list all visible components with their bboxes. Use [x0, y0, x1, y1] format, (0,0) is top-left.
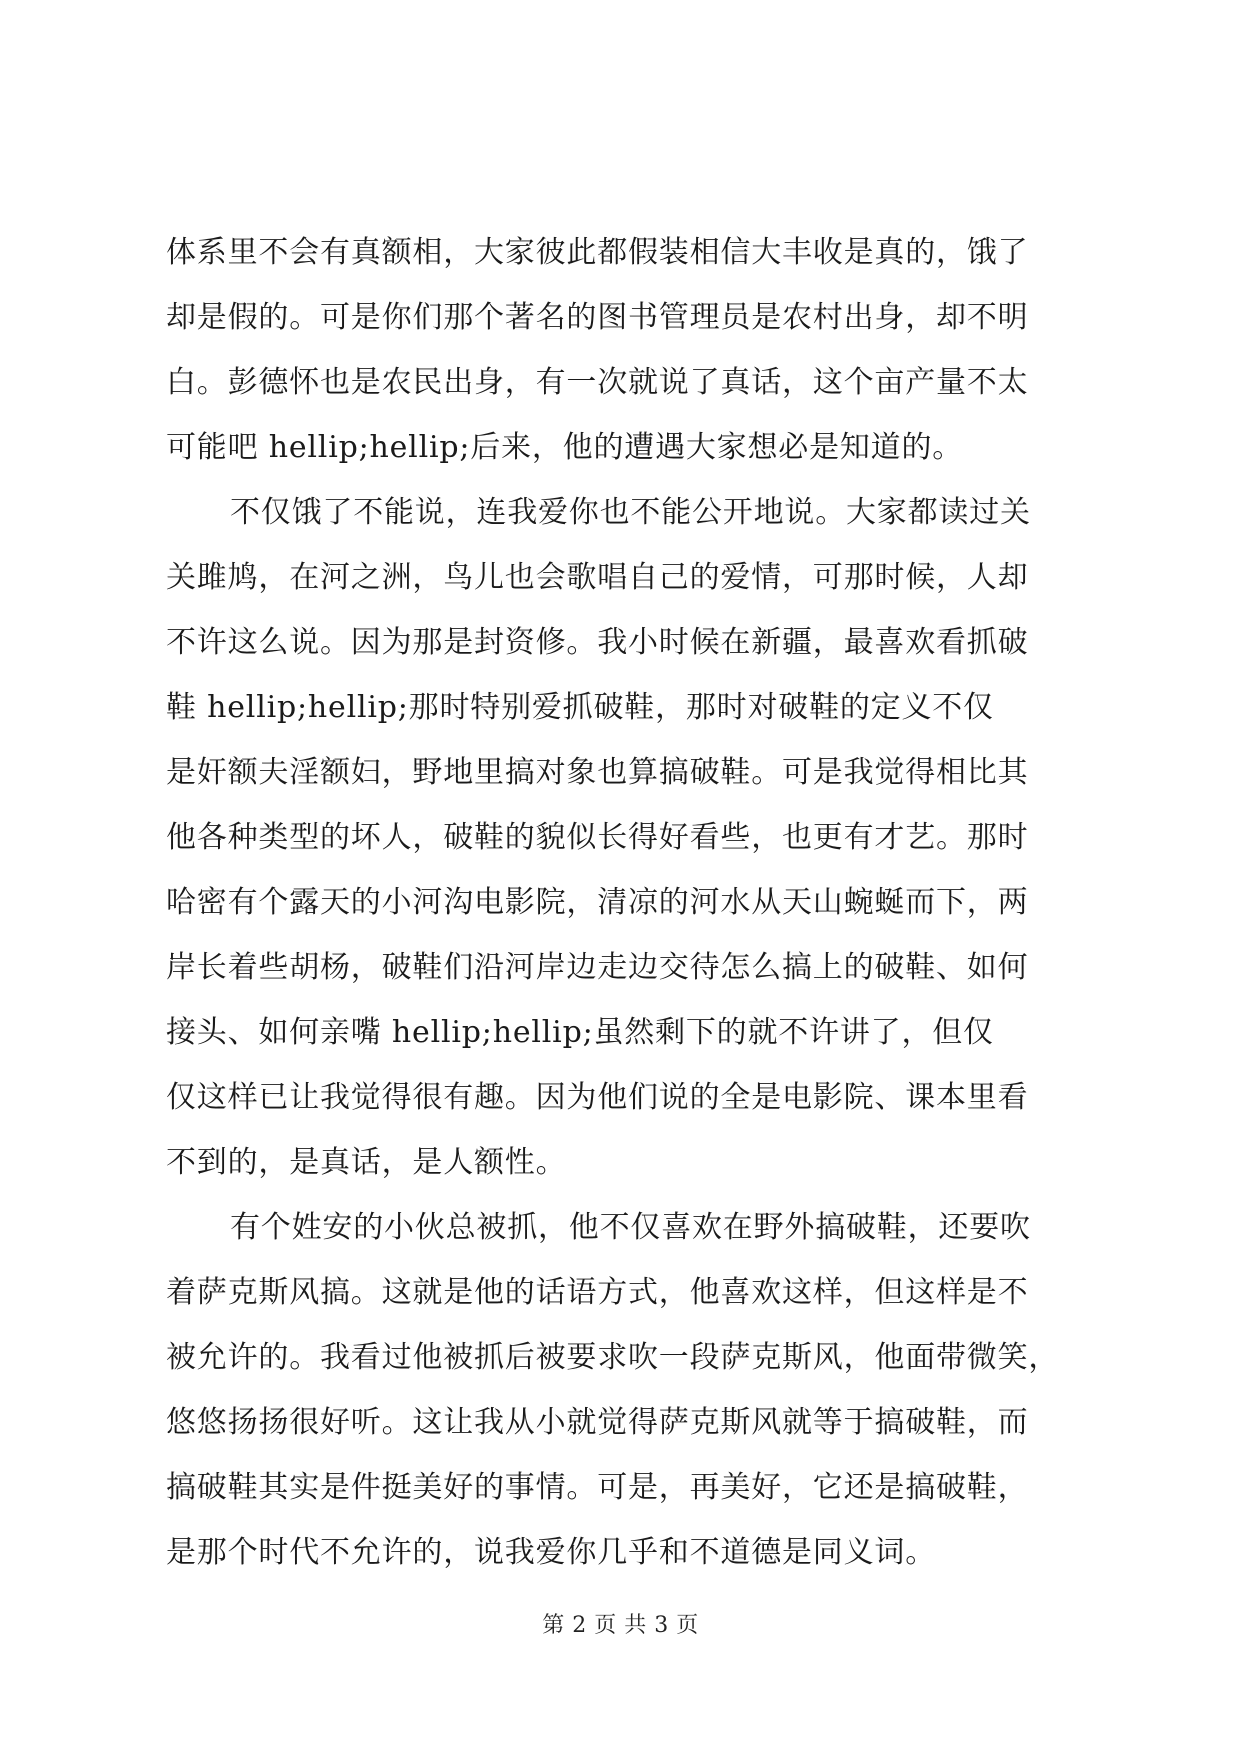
text-line: 着萨克斯风搞。这就是他的话语方式，他喜欢这样，但这样是不 — [166, 1275, 1029, 1310]
text-line: 有个姓安的小伙总被抓，他不仅喜欢在野外搞破鞋，还要吹 — [230, 1210, 1031, 1245]
page-footer — [0, 1608, 1241, 1639]
paragraph-1 — [166, 220, 1086, 480]
text-line: 被允许的。我看过他被抓后被要求吹一段萨克斯风，他面带微笑， — [166, 1340, 1060, 1375]
text-line: 可能吧 hellip;hellip;后来，他的遭遇大家想必是知道的。 — [166, 430, 964, 465]
text-line: 鞋 hellip;hellip;那时特别爱抓破鞋，那时对破鞋的定义不仅 — [166, 690, 994, 725]
text-line: 不到的，是真话，是人额性。 — [166, 1145, 567, 1180]
text-line: 接头、如何亲嘴 hellip;hellip;虽然剩下的就不许讲了，但仅 — [166, 1015, 994, 1050]
page-number: 第 2 页 共 3 页 — [542, 1613, 699, 1638]
text-line: 不仅饿了不能说，连我爱你也不能公开地说。大家都读过关 — [230, 495, 1031, 530]
paragraph-2 — [166, 480, 1086, 1195]
text-line: 是那个时代不允许的，说我爱你几乎和不道德是同义词。 — [166, 1535, 936, 1570]
text-line: 却是假的。可是你们那个著名的图书管理员是农村出身，却不明 — [166, 300, 1029, 335]
paragraph-3 — [166, 1195, 1086, 1585]
text-line: 白。彭德怀也是农民出身，有一次就说了真话，这个亩产量不太 — [166, 365, 1029, 400]
text-line: 关雎鸠，在河之洲，鸟儿也会歌唱自己的爱情，可那时候，人却 — [166, 560, 1029, 595]
body-text — [166, 220, 1086, 1585]
text-line: 岸长着些胡杨，破鞋们沿河岸边走边交待怎么搞上的破鞋、如何 — [166, 950, 1029, 985]
text-line: 体系里不会有真额相，大家彼此都假装相信大丰收是真的，饿了 — [166, 235, 1029, 270]
text-line: 哈密有个露天的小河沟电影院，清凉的河水从天山蜿蜒而下，两 — [166, 885, 1029, 920]
text-line: 他各种类型的坏人，破鞋的貌似长得好看些，也更有才艺。那时 — [166, 820, 1029, 855]
text-line: 不许这么说。因为那是封资修。我小时候在新疆，最喜欢看抓破 — [166, 625, 1029, 660]
text-line: 仅这样已让我觉得很有趣。因为他们说的全是电影院、课本里看 — [166, 1080, 1029, 1115]
text-line: 悠悠扬扬很好听。这让我从小就觉得萨克斯风就等于搞破鞋，而 — [166, 1405, 1029, 1440]
text-line: 是奸额夫淫额妇，野地里搞对象也算搞破鞋。可是我觉得相比其 — [166, 755, 1029, 790]
text-line: 搞破鞋其实是件挺美好的事情。可是，再美好，它还是搞破鞋， — [166, 1470, 1029, 1505]
